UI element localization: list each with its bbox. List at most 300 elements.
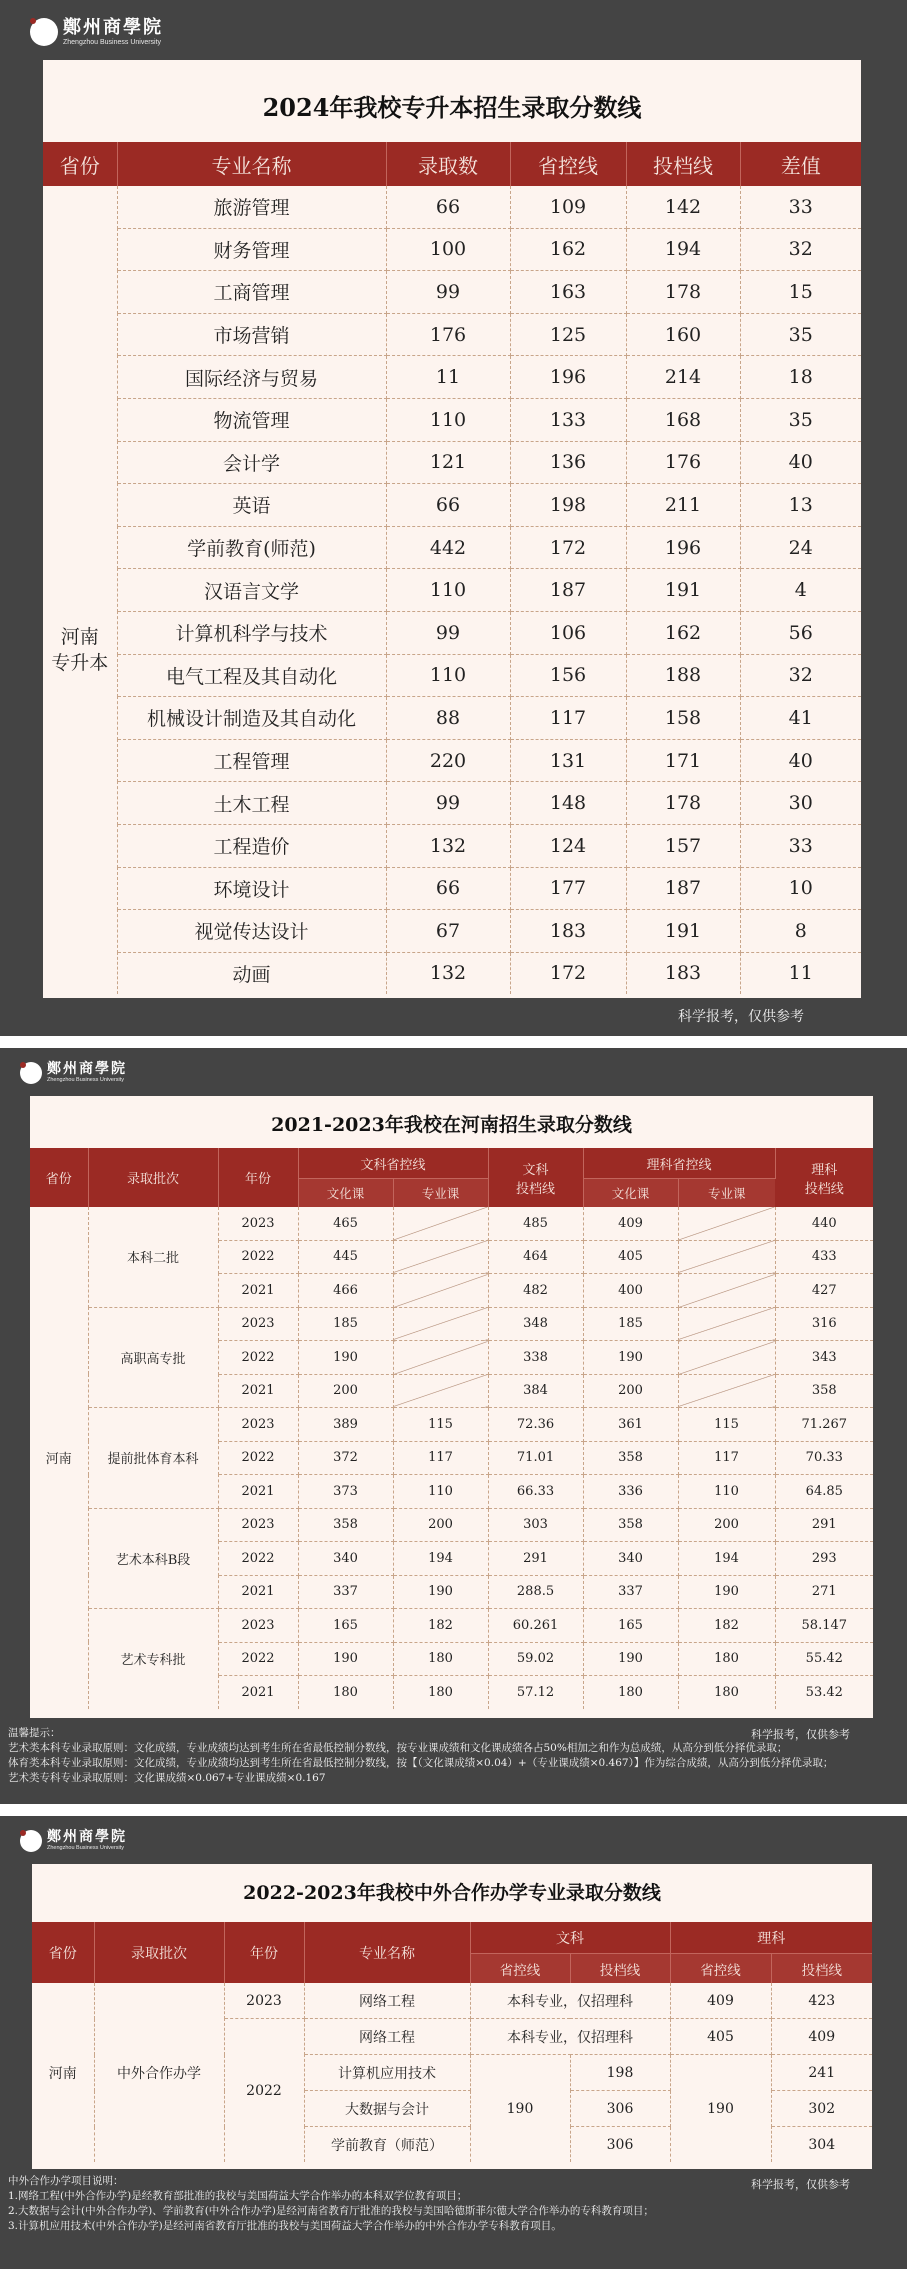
wen-note-cell: 本科专业，仅招理科 xyxy=(470,1983,670,2019)
filing-line-cell: 191 xyxy=(626,910,740,953)
li-line-cell: 358 xyxy=(775,1374,873,1408)
school-emblem-icon xyxy=(20,1062,42,1084)
filing-line-cell: 160 xyxy=(626,313,740,356)
wen-major-cell xyxy=(393,1374,488,1408)
logo-english: Zhengzhou Business University xyxy=(47,1077,125,1084)
li-line-cell: 291 xyxy=(775,1508,873,1542)
li-major-cell xyxy=(678,1307,775,1341)
major-cell: 会计学 xyxy=(117,441,386,484)
filing-line-cell: 171 xyxy=(626,739,740,782)
header-li-ctrl: 理科省控线 xyxy=(583,1148,775,1179)
major-cell: 电气工程及其自动化 xyxy=(117,654,386,697)
school-logo xyxy=(30,18,163,46)
school-emblem-icon xyxy=(20,1830,42,1852)
admit-count-cell: 88 xyxy=(386,697,510,740)
admit-count-cell: 66 xyxy=(386,484,510,527)
filing-line-cell: 157 xyxy=(626,824,740,867)
wen-culture-cell: 185 xyxy=(298,1307,393,1341)
header-li-culture: 文化课 xyxy=(583,1179,678,1208)
header-year: 年份 xyxy=(218,1148,298,1207)
sheet-title: 2021-2023年我校在河南招生录取分数线 xyxy=(271,1114,632,1136)
wen-culture-cell: 200 xyxy=(298,1374,393,1408)
wen-major-cell xyxy=(393,1240,488,1274)
sheet-title: 2024年我校专升本招生录取分数线 xyxy=(262,93,642,122)
admit-count-cell: 66 xyxy=(386,186,510,228)
control-line-cell: 131 xyxy=(510,739,626,782)
wen-line-cell: 338 xyxy=(488,1341,583,1375)
li-culture-cell: 409 xyxy=(583,1207,678,1240)
li-culture-cell: 400 xyxy=(583,1274,678,1308)
logo-english: Zhengzhou Business University xyxy=(47,1845,125,1852)
li-culture-cell: 337 xyxy=(583,1575,678,1609)
wen-line-cell: 288.5 xyxy=(488,1575,583,1609)
li-major-cell xyxy=(678,1341,775,1375)
li-major-cell: 110 xyxy=(678,1475,775,1509)
wen-culture-cell: 358 xyxy=(298,1508,393,1542)
year-cell: 2023 xyxy=(224,1983,304,2019)
li-major-cell: 115 xyxy=(678,1408,775,1442)
year-cell: 2022 xyxy=(218,1341,298,1375)
wen-major-cell xyxy=(393,1307,488,1341)
difference-cell: 18 xyxy=(740,356,861,399)
score-sheet xyxy=(43,60,861,998)
control-line-cell: 148 xyxy=(510,782,626,825)
li-culture-cell: 185 xyxy=(583,1307,678,1341)
filing-line-cell: 194 xyxy=(626,228,740,271)
control-line-cell: 117 xyxy=(510,697,626,740)
li-line-cell: 302 xyxy=(771,2091,872,2127)
wen-line-cell: 306 xyxy=(570,2091,670,2127)
notes xyxy=(8,2174,808,2234)
province-cell: 河南 xyxy=(32,1983,94,2162)
year-cell: 2022 xyxy=(218,1542,298,1576)
table-row xyxy=(30,1609,873,1643)
table-row xyxy=(30,1408,873,1442)
major-cell: 工程管理 xyxy=(117,739,386,782)
admit-count-cell: 67 xyxy=(386,910,510,953)
table-row xyxy=(43,398,861,441)
difference-cell: 40 xyxy=(740,739,861,782)
school-logo xyxy=(20,1062,127,1084)
wen-line-cell: 485 xyxy=(488,1207,583,1240)
control-line-cell: 163 xyxy=(510,271,626,314)
logo-name: 鄭州商學院 xyxy=(63,16,163,38)
header-wen-line: 投档线 xyxy=(570,1954,670,1984)
table-row xyxy=(32,1983,872,2019)
major-cell: 计算机应用技术 xyxy=(304,2055,470,2091)
year-cell: 2021 xyxy=(218,1676,298,1709)
wen-major-cell: 194 xyxy=(393,1542,488,1576)
wen-culture-cell: 165 xyxy=(298,1609,393,1643)
difference-cell: 40 xyxy=(740,441,861,484)
control-line-cell: 172 xyxy=(510,526,626,569)
li-line-cell: 316 xyxy=(775,1307,873,1341)
filing-line-cell: 168 xyxy=(626,398,740,441)
year-cell: 2021 xyxy=(218,1274,298,1308)
admit-count-cell: 110 xyxy=(386,398,510,441)
batch-cell: 提前批体育本科 xyxy=(88,1408,218,1509)
filing-line-cell: 178 xyxy=(626,782,740,825)
score-sheet xyxy=(32,1864,872,2169)
wen-major-cell xyxy=(393,1341,488,1375)
li-line-cell: 293 xyxy=(775,1542,873,1576)
header-wen-major: 专业课 xyxy=(393,1179,488,1208)
admit-count-cell: 11 xyxy=(386,356,510,399)
major-cell: 学前教育(师范) xyxy=(117,526,386,569)
li-line-cell: 58.147 xyxy=(775,1609,873,1643)
year-cell: 2023 xyxy=(218,1408,298,1442)
table-row xyxy=(43,910,861,953)
wen-line-cell: 306 xyxy=(570,2127,670,2163)
note-line: 2.大数据与会计(中外合作办学)、学前教育(中外合作办学)是经河南省教育厅批准的我校与美国哈德斯菲尔德大学合作举办的专科教育项目； xyxy=(8,2205,654,2217)
wen-major-cell: 180 xyxy=(393,1676,488,1709)
admit-count-cell: 99 xyxy=(386,782,510,825)
wen-culture-cell: 190 xyxy=(298,1642,393,1676)
header-wen-line: 文科 投档线 xyxy=(488,1148,583,1207)
li-line-cell: 53.42 xyxy=(805,1684,843,1700)
header-li: 理科 xyxy=(670,1922,872,1954)
note-line: 艺术类本科专业录取原则：文化成绩，专业成绩均达到考生所在省最低控制分数线，按专业课成绩和文化课成绩各占50%相加之和作为总成绩，从高分到低分择优录取； xyxy=(8,1742,788,1754)
upgrade-score-table xyxy=(43,142,861,994)
note-line: 1.网络工程(中外合作办学)是经教育部批准的我校与美国荷益大学合作举办的本科双学位教育项目； xyxy=(8,2190,468,2202)
wen-culture-cell: 465 xyxy=(298,1207,393,1240)
filing-line-cell: 183 xyxy=(626,952,740,994)
li-line-cell: 440 xyxy=(775,1207,873,1240)
filing-line-cell: 214 xyxy=(626,356,740,399)
batch-cell: 本科二批 xyxy=(88,1207,218,1307)
li-line-cell: 241 xyxy=(771,2055,872,2091)
control-line-cell: 125 xyxy=(510,313,626,356)
admit-count-cell: 99 xyxy=(386,271,510,314)
logo-name: 鄭州商學院 xyxy=(47,1061,127,1078)
li-line-cell: 409 xyxy=(771,2019,872,2055)
sheet-title: 2022-2023年我校中外合作办学专业录取分数线 xyxy=(243,1882,661,1904)
wen-line-cell: 482 xyxy=(488,1274,583,1308)
year-cell: 2023 xyxy=(218,1207,298,1240)
table-row xyxy=(30,1508,873,1542)
major-cell: 网络工程 xyxy=(304,2019,470,2055)
li-line-cell: 70.33 xyxy=(775,1441,873,1475)
li-ctrl-cell: 190 xyxy=(670,2055,771,2163)
year-cell: 2021 xyxy=(218,1475,298,1509)
admit-count-cell: 100 xyxy=(386,228,510,271)
difference-cell: 35 xyxy=(740,398,861,441)
major-cell: 环境设计 xyxy=(117,867,386,910)
major-cell: 土木工程 xyxy=(117,782,386,825)
wen-major-cell: 180 xyxy=(393,1642,488,1676)
wen-major-cell xyxy=(393,1207,488,1240)
table-row xyxy=(43,484,861,527)
year-cell: 2022 xyxy=(218,1240,298,1274)
li-culture-cell: 361 xyxy=(583,1408,678,1442)
table-row xyxy=(43,526,861,569)
table-row xyxy=(43,782,861,825)
difference-cell: 15 xyxy=(740,271,861,314)
year-cell: 2023 xyxy=(218,1307,298,1341)
major-cell: 动画 xyxy=(117,952,386,994)
province-type: 专升本 xyxy=(51,652,109,675)
table-row xyxy=(43,952,861,994)
cooperation-score-table xyxy=(32,1922,872,2162)
wen-note-cell: 本科专业，仅招理科 xyxy=(470,2019,670,2055)
wen-culture-cell: 372 xyxy=(298,1441,393,1475)
table-row xyxy=(43,441,861,484)
major-cell: 物流管理 xyxy=(117,398,386,441)
year-cell: 2023 xyxy=(218,1508,298,1542)
header-wen-ctrl: 省控线 xyxy=(470,1954,570,1984)
header-li-line: 理科 投档线 xyxy=(775,1148,873,1207)
wen-major-cell xyxy=(393,1274,488,1308)
admit-count-cell: 66 xyxy=(386,867,510,910)
admit-count-cell: 442 xyxy=(386,526,510,569)
admit-count-cell: 121 xyxy=(386,441,510,484)
difference-cell: 33 xyxy=(740,824,861,867)
control-line-cell: 109 xyxy=(510,186,626,228)
header-batch: 录取批次 xyxy=(88,1148,218,1207)
notes xyxy=(8,1726,888,1786)
major-cell: 计算机科学与技术 xyxy=(117,611,386,654)
header-col-1: 专业名称 xyxy=(117,142,386,186)
year-cell: 2022 xyxy=(224,2019,304,2163)
school-logo xyxy=(20,1830,127,1852)
year-cell: 2021 xyxy=(218,1575,298,1609)
table-row xyxy=(43,739,861,782)
major-cell: 工程造价 xyxy=(117,824,386,867)
li-culture-cell: 358 xyxy=(583,1508,678,1542)
major-cell: 国际经济与贸易 xyxy=(117,356,386,399)
li-line-cell: 304 xyxy=(808,2136,836,2153)
school-emblem-icon xyxy=(30,18,58,46)
li-culture-cell: 405 xyxy=(583,1240,678,1274)
difference-cell: 41 xyxy=(740,697,861,740)
li-culture-cell: 336 xyxy=(583,1475,678,1509)
wen-major-cell: 117 xyxy=(393,1441,488,1475)
admit-count-cell: 99 xyxy=(386,611,510,654)
note-line: 艺术类专科专业录取原则：文化课成绩×0.067+专业课成绩×0.167 xyxy=(8,1772,326,1784)
difference-cell: 4 xyxy=(740,569,861,612)
province-name: 河南 xyxy=(60,626,99,649)
major-cell: 大数据与会计 xyxy=(304,2091,470,2127)
control-line-cell: 162 xyxy=(510,228,626,271)
province-cell: 河南 xyxy=(30,1207,88,1709)
admit-count-cell: 220 xyxy=(386,739,510,782)
major-cell: 学前教育（师范） xyxy=(304,2127,470,2163)
batch-cell: 艺术专科批 xyxy=(88,1609,218,1709)
note-line: 体育类本科专业录取原则：文化成绩，专业成绩均达到考生所在省最低控制分数线，按【（文化课成绩×0.04）+（专业课成绩×0.467）】作为综合成绩，从高分到低分择优录取； xyxy=(8,1757,834,1769)
control-line-cell: 196 xyxy=(510,356,626,399)
header-li-ctrl: 省控线 xyxy=(670,1954,771,1984)
header-wen: 文科 xyxy=(470,1922,670,1954)
table-row xyxy=(43,697,861,740)
filing-line-cell: 176 xyxy=(626,441,740,484)
control-line-cell: 187 xyxy=(510,569,626,612)
filing-line-cell: 162 xyxy=(626,611,740,654)
wen-culture-cell: 340 xyxy=(298,1542,393,1576)
li-culture-cell: 200 xyxy=(583,1374,678,1408)
wen-ctrl-cell: 190 xyxy=(470,2055,570,2163)
li-line-cell: 423 xyxy=(771,1983,872,2019)
admit-count-cell: 132 xyxy=(386,824,510,867)
admit-count-cell: 132 xyxy=(386,952,510,994)
header-col-4: 投档线 xyxy=(626,142,740,186)
header-col-5: 差值 xyxy=(740,142,861,186)
table-row xyxy=(43,611,861,654)
li-culture-cell: 190 xyxy=(583,1341,678,1375)
li-ctrl-cell: 405 xyxy=(670,2019,771,2055)
year-cell: 2023 xyxy=(218,1609,298,1643)
control-line-cell: 124 xyxy=(510,824,626,867)
major-cell: 旅游管理 xyxy=(117,186,386,228)
li-major-cell xyxy=(678,1207,775,1240)
panel-2021-2023-henan xyxy=(0,1048,907,1804)
footnote: 科学报考，仅供参考 xyxy=(751,2178,850,2191)
logo-name: 鄭州商學院 xyxy=(47,1829,127,1846)
table-row xyxy=(43,186,861,228)
li-line-cell: 64.85 xyxy=(775,1475,873,1509)
control-line-cell: 156 xyxy=(510,654,626,697)
table-row xyxy=(43,824,861,867)
wen-line-cell: 291 xyxy=(488,1542,583,1576)
filing-line-cell: 178 xyxy=(626,271,740,314)
control-line-cell: 136 xyxy=(510,441,626,484)
li-major-cell: 182 xyxy=(678,1609,775,1643)
year-cell: 2021 xyxy=(218,1374,298,1408)
li-line-cell: 433 xyxy=(775,1240,873,1274)
major-cell: 视觉传达设计 xyxy=(117,910,386,953)
wen-culture-cell: 180 xyxy=(298,1676,393,1709)
li-culture-cell: 358 xyxy=(583,1441,678,1475)
li-culture-cell: 180 xyxy=(583,1676,678,1709)
control-line-cell: 172 xyxy=(510,952,626,994)
header-wen-culture: 文化课 xyxy=(298,1179,393,1208)
difference-cell: 11 xyxy=(788,962,813,985)
filing-line-cell: 142 xyxy=(626,186,740,228)
major-cell: 工商管理 xyxy=(117,271,386,314)
table-row xyxy=(43,867,861,910)
batch-cell: 中外合作办学 xyxy=(94,1983,224,2162)
footnote: 科学报考，仅供参考 xyxy=(751,1728,850,1741)
note-line: 3.计算机应用技术(中外合作办学)是经河南省教育厅批准的我校与美国荷益大学合作举办的中外合作办学专科教育项目。 xyxy=(8,2220,562,2232)
li-major-cell xyxy=(678,1274,775,1308)
wen-line-cell: 384 xyxy=(488,1374,583,1408)
table-row xyxy=(43,271,861,314)
difference-cell: 32 xyxy=(740,654,861,697)
difference-cell: 8 xyxy=(740,910,861,953)
logo-english: Zhengzhou Business University xyxy=(63,38,162,46)
li-culture-cell: 165 xyxy=(583,1609,678,1643)
wen-major-cell: 190 xyxy=(393,1575,488,1609)
table-row xyxy=(43,228,861,271)
filing-line-cell: 196 xyxy=(626,526,740,569)
li-major-cell: 194 xyxy=(678,1542,775,1576)
header-batch: 录取批次 xyxy=(94,1922,224,1983)
wen-line-cell: 60.261 xyxy=(488,1609,583,1643)
li-line-cell: 71.267 xyxy=(775,1408,873,1442)
major-cell: 财务管理 xyxy=(117,228,386,271)
difference-cell: 32 xyxy=(740,228,861,271)
li-major-cell: 190 xyxy=(678,1575,775,1609)
wen-culture-cell: 389 xyxy=(298,1408,393,1442)
header-li-major: 专业课 xyxy=(678,1179,775,1208)
table-row xyxy=(30,1307,873,1341)
wen-culture-cell: 466 xyxy=(298,1274,393,1308)
score-sheet xyxy=(30,1096,873,1718)
control-line-cell: 183 xyxy=(510,910,626,953)
filing-line-cell: 188 xyxy=(626,654,740,697)
major-cell: 市场营销 xyxy=(117,313,386,356)
wen-culture-cell: 190 xyxy=(298,1341,393,1375)
li-line-cell: 271 xyxy=(775,1575,873,1609)
footnote: 科学报考，仅供参考 xyxy=(678,1009,804,1025)
panel-2024-upgrade xyxy=(0,0,907,1036)
admit-count-cell: 110 xyxy=(386,569,510,612)
henan-score-table xyxy=(30,1148,873,1709)
difference-cell: 30 xyxy=(740,782,861,825)
li-culture-cell: 190 xyxy=(583,1642,678,1676)
panel-2022-2023-cooperation xyxy=(0,1816,907,2269)
table-row xyxy=(43,569,861,612)
filing-line-cell: 158 xyxy=(626,697,740,740)
li-major-cell xyxy=(678,1240,775,1274)
major-cell: 机械设计制造及其自动化 xyxy=(117,697,386,740)
table-row xyxy=(43,654,861,697)
wen-line-cell: 57.12 xyxy=(488,1676,583,1709)
wen-major-cell: 115 xyxy=(393,1408,488,1442)
province-cell xyxy=(43,186,117,994)
li-major-cell: 180 xyxy=(678,1642,775,1676)
batch-cell: 高职高专批 xyxy=(88,1307,218,1408)
wen-line-cell: 66.33 xyxy=(488,1475,583,1509)
li-major-cell xyxy=(678,1374,775,1408)
header-province: 省份 xyxy=(32,1922,94,1983)
control-line-cell: 198 xyxy=(510,484,626,527)
batch-cell: 艺术本科B段 xyxy=(88,1508,218,1609)
header-wen-ctrl: 文科省控线 xyxy=(298,1148,488,1179)
header-col-3: 省控线 xyxy=(510,142,626,186)
table-row xyxy=(43,313,861,356)
wen-line-cell: 348 xyxy=(488,1307,583,1341)
wen-culture-cell: 445 xyxy=(298,1240,393,1274)
wen-line-cell: 71.01 xyxy=(488,1441,583,1475)
li-line-cell: 427 xyxy=(775,1274,873,1308)
filing-line-cell: 211 xyxy=(626,484,740,527)
wen-line-cell: 59.02 xyxy=(488,1642,583,1676)
control-line-cell: 133 xyxy=(510,398,626,441)
wen-line-cell: 198 xyxy=(570,2055,670,2091)
year-cell: 2022 xyxy=(218,1441,298,1475)
li-line-cell: 55.42 xyxy=(775,1642,873,1676)
table-row xyxy=(43,356,861,399)
filing-line-cell: 191 xyxy=(626,569,740,612)
difference-cell: 56 xyxy=(740,611,861,654)
wen-major-cell: 200 xyxy=(393,1508,488,1542)
li-culture-cell: 340 xyxy=(583,1542,678,1576)
admit-count-cell: 176 xyxy=(386,313,510,356)
filing-line-cell: 187 xyxy=(626,867,740,910)
header-col-0: 省份 xyxy=(43,142,117,186)
li-major-cell: 180 xyxy=(678,1676,775,1709)
difference-cell: 10 xyxy=(740,867,861,910)
wen-culture-cell: 337 xyxy=(298,1575,393,1609)
wen-major-cell: 182 xyxy=(393,1609,488,1643)
header-major: 专业名称 xyxy=(304,1922,470,1983)
table-row xyxy=(30,1207,873,1240)
year-cell: 2022 xyxy=(218,1642,298,1676)
control-line-cell: 106 xyxy=(510,611,626,654)
note-line: 温馨提示： xyxy=(8,1727,61,1739)
control-line-cell: 177 xyxy=(510,867,626,910)
wen-line-cell: 303 xyxy=(488,1508,583,1542)
